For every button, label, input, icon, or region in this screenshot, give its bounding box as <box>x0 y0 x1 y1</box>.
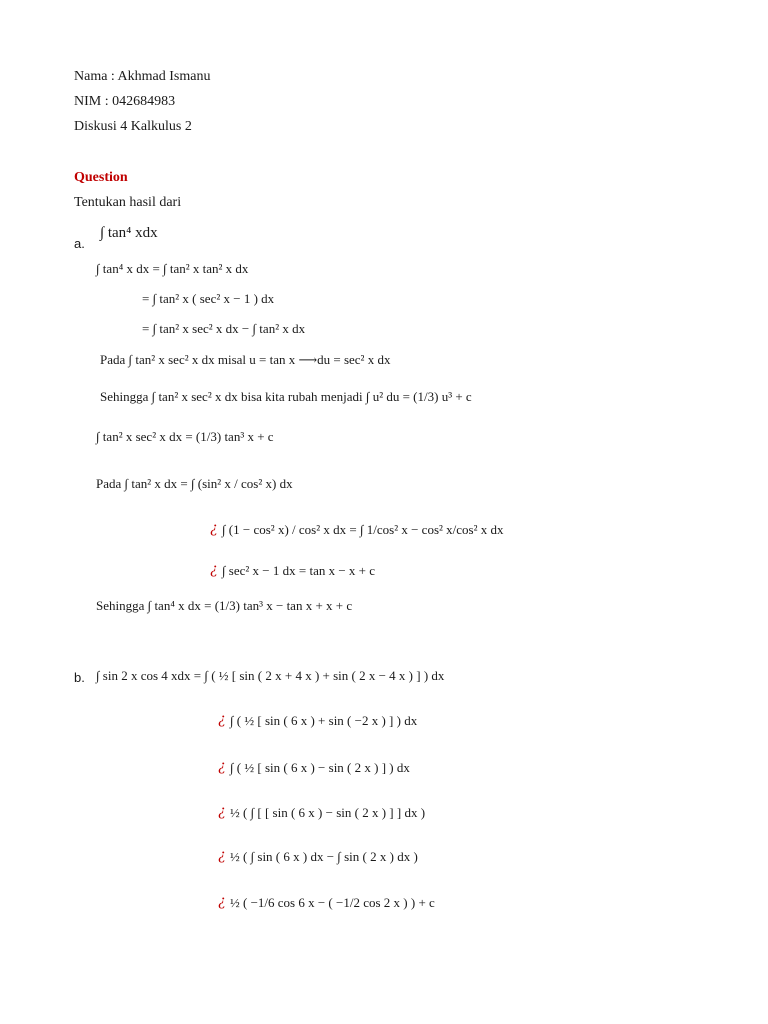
part-a-step-1: ∫ tan⁴ x dx = ∫ tan² x tan² x dx <box>96 261 249 276</box>
part-b-step-3: ∫ ( ½ [ sin ( 6 x ) − sin ( 2 x ) ] ) dx <box>230 760 410 775</box>
course-title: Diskusi 4 Kalkulus 2 <box>74 119 192 134</box>
continuation-mark: ¿ <box>218 757 226 774</box>
part-a-step-8: ∫ (1 − cos² x) / cos² x dx = ∫ 1/cos² x − cos² x/cos² x dx <box>222 522 504 537</box>
continuation-mark: ¿ <box>218 710 226 727</box>
part-a-step-3: = ∫ tan² x sec² x dx − ∫ tan² x dx <box>142 321 306 336</box>
part-a-step-10: Sehingga ∫ tan⁴ x dx = (1/3) tan³ x − tan x + x + c <box>96 598 353 613</box>
part-a-step-5: Sehingga ∫ tan² x sec² x dx bisa kita rubah menjadi ∫ u² du = (1/3) u³ + c <box>100 389 472 404</box>
part-a-step-7: Pada ∫ tan² x dx = ∫ (sin² x / cos² x) dx <box>96 476 293 491</box>
part-b-step-4: ½ ( ∫ [ [ sin ( 6 x ) − sin ( 2 x ) ] ] dx ) <box>230 805 426 820</box>
part-a-step-9: ∫ sec² x − 1 dx = tan x − x + c <box>222 563 376 578</box>
question-prompt: Tentukan hasil dari <box>74 195 182 210</box>
part-a-step-2: = ∫ tan² x ( sec² x − 1 ) dx <box>142 291 275 306</box>
continuation-mark: ¿ <box>218 802 226 819</box>
continuation-mark: ¿ <box>218 892 226 909</box>
continuation-mark: ¿ <box>210 519 218 536</box>
continuation-mark: ¿ <box>210 560 218 577</box>
part-b-step-6: ½ ( −1/6 cos 6 x − ( −1/2 cos 2 x ) ) + c <box>230 895 435 910</box>
part-a-problem: ∫ tan⁴ xdx <box>100 225 158 241</box>
question-heading: Question <box>74 170 128 185</box>
part-b-step-5: ½ ( ∫ sin ( 6 x ) dx − ∫ sin ( 2 x ) dx ) <box>230 849 418 864</box>
student-nim: NIM : 042684983 <box>74 94 176 109</box>
part-b-label: b. <box>74 670 85 685</box>
part-a-step-6: ∫ tan² x sec² x dx = (1/3) tan³ x + c <box>96 429 274 444</box>
continuation-mark: ¿ <box>218 846 226 863</box>
part-b-step-2: ∫ ( ½ [ sin ( 6 x ) + sin ( −2 x ) ] ) dx <box>230 713 418 728</box>
student-name: Nama : Akhmad Ismanu <box>74 69 211 84</box>
part-b-step-1: ∫ sin 2 x cos 4 xdx = ∫ ( ½ [ sin ( 2 x + 4 x ) + sin ( 2 x − 4 x ) ] ) dx <box>96 668 445 683</box>
part-a-label: a. <box>74 236 85 251</box>
part-a-step-4: Pada ∫ tan² x sec² x dx misal u = tan x ⟶du = sec² x dx <box>100 352 391 367</box>
